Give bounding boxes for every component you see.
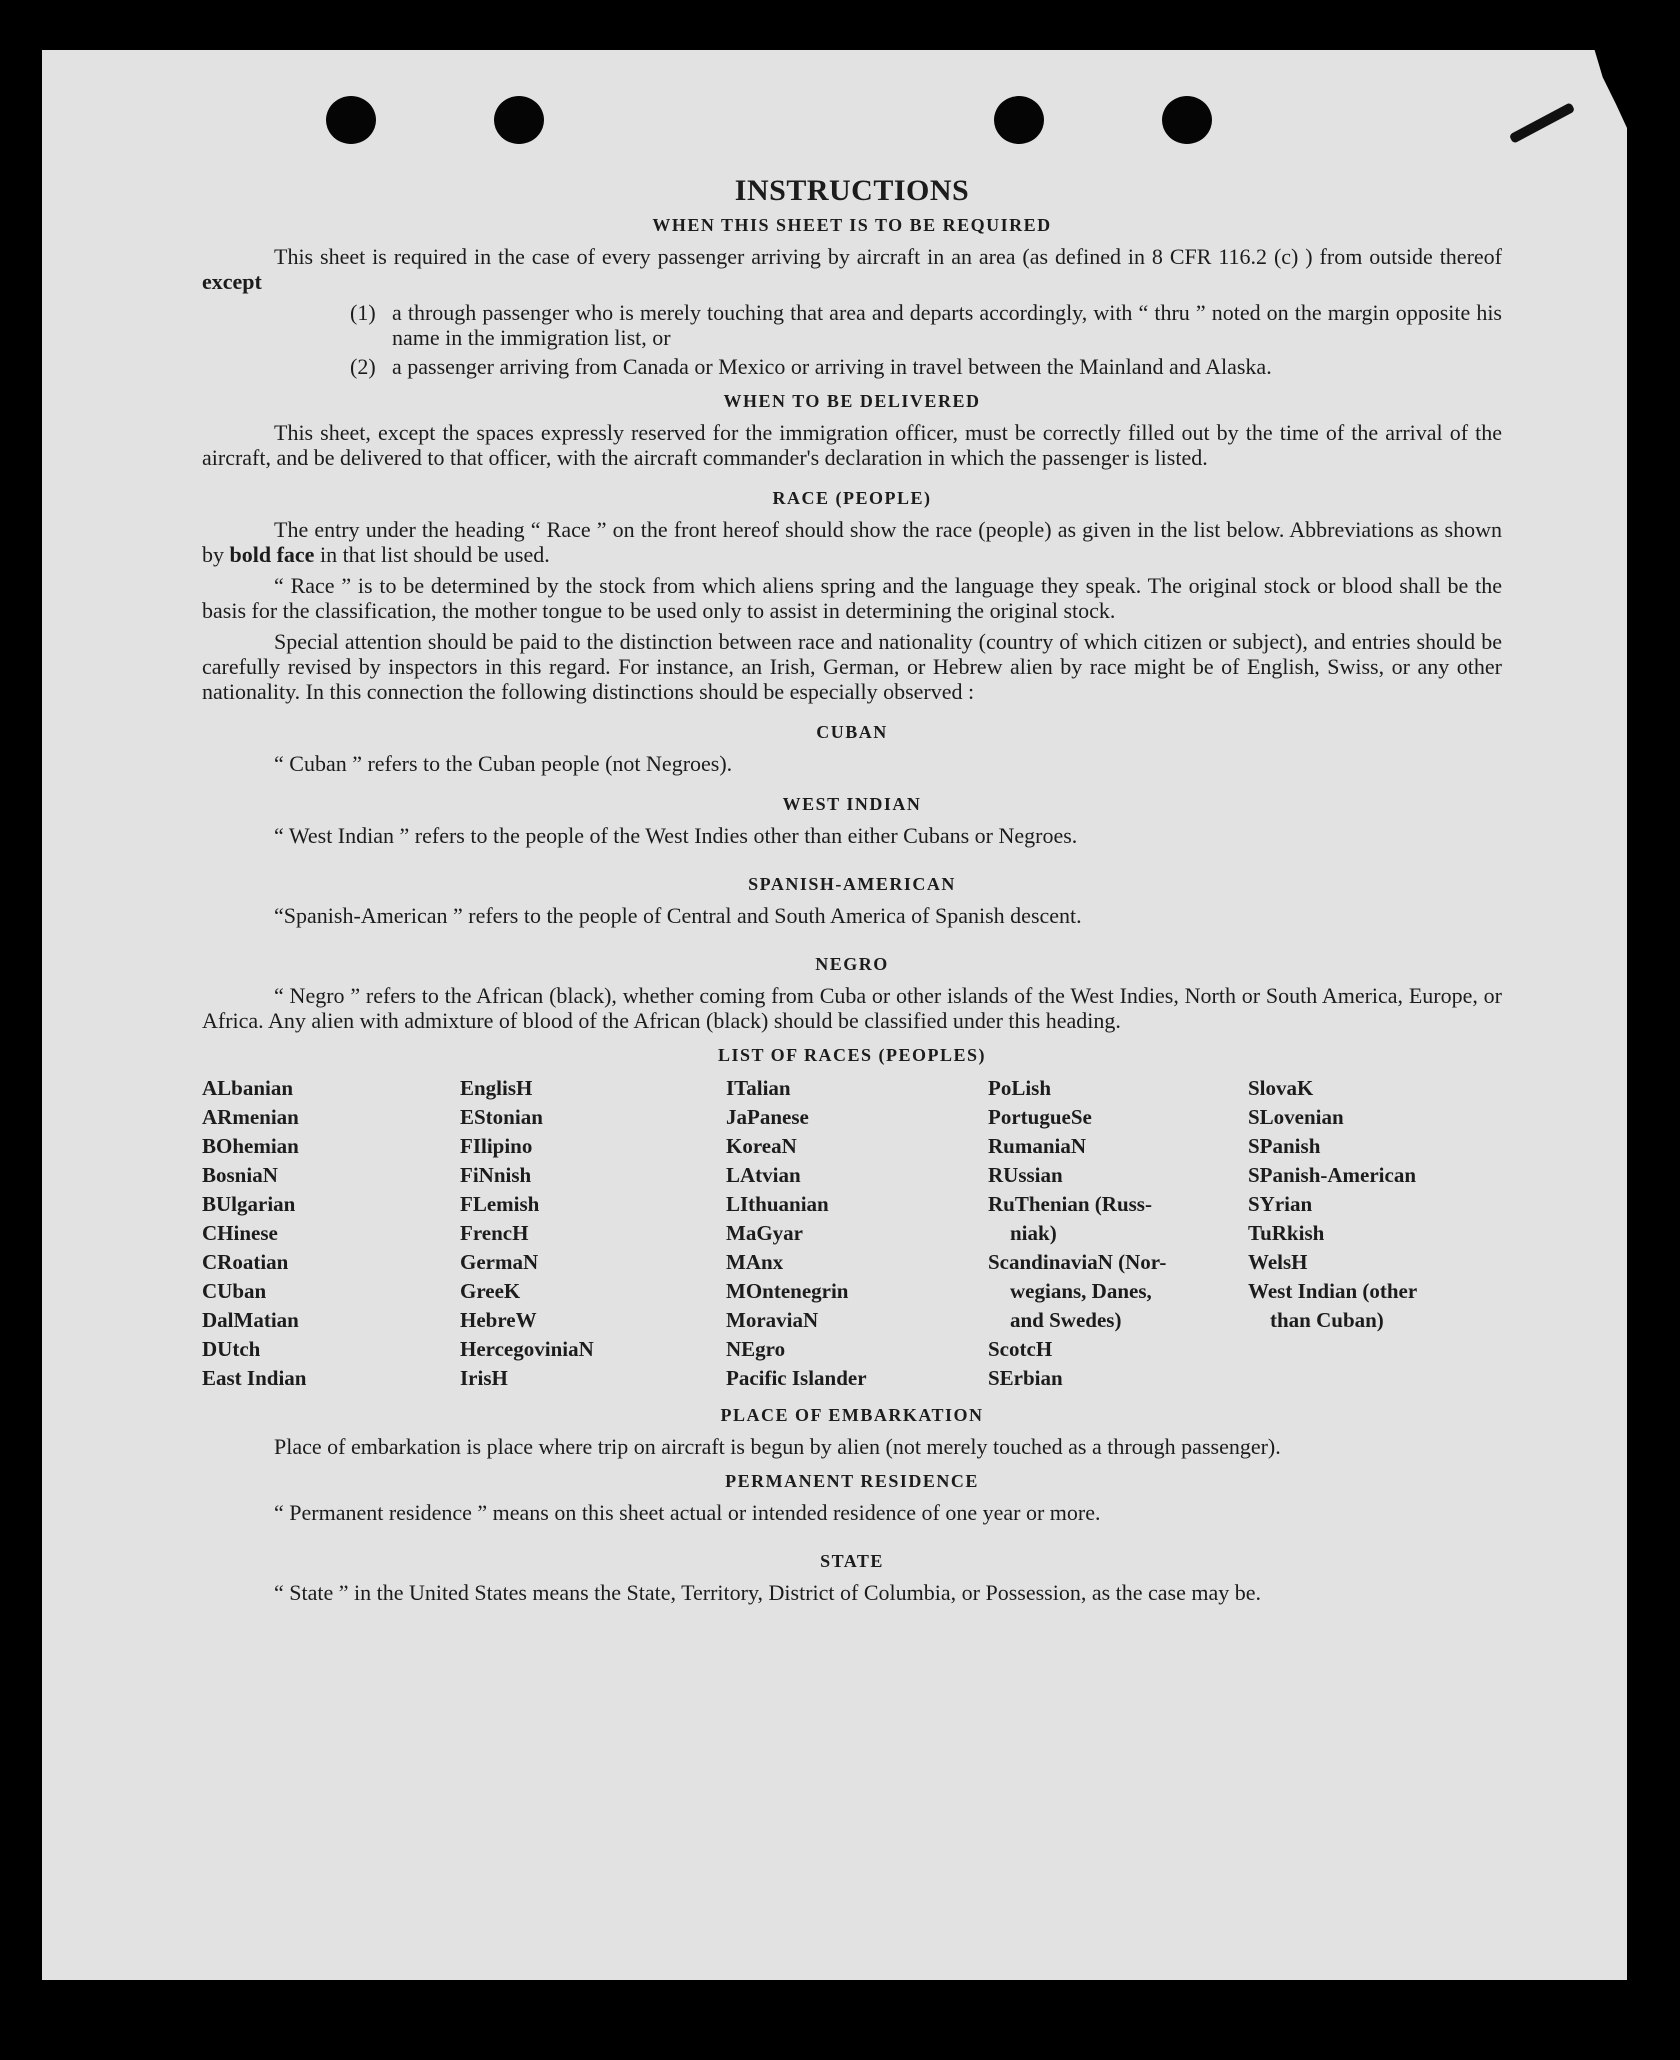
race-item: wegians, Danes, xyxy=(1010,1279,1152,1303)
list-item xyxy=(350,300,1502,350)
race-item: ARmenian xyxy=(202,1105,299,1129)
race-item: DUtch xyxy=(202,1337,261,1361)
heading-residence: PERMANENT RESIDENCE xyxy=(725,1471,979,1491)
race-item: East Indian xyxy=(202,1366,307,1390)
item-number: (1) xyxy=(350,300,376,325)
race-item xyxy=(1248,1364,1502,1393)
heading-when-delivered: WHEN TO BE DELIVERED xyxy=(723,391,981,411)
heading-race: RACE (PEOPLE) xyxy=(772,488,932,508)
paragraph-race-1 xyxy=(202,517,1502,567)
item-text: a passenger arriving from Canada or Mexico or arriving in travel between the Mainland and Alaska. xyxy=(392,354,1272,379)
paragraph-race-3: Special attention should be paid to the distinction between race and nationality (country of which citizen or subject), and entries should be carefully revised by inspectors in this regard. For instance, an Irish, German, or Hebrew alien by race might be of English, Swiss, or any other nationality. In this connection the following distinctions should be especially observed : xyxy=(202,629,1502,704)
document-sheet xyxy=(42,50,1627,1980)
race-item: SlovaK xyxy=(1248,1076,1314,1100)
race-item: MaGyar xyxy=(726,1221,803,1245)
race-item: WelsH xyxy=(1248,1250,1308,1274)
race-item: EStonian xyxy=(460,1105,543,1129)
race-item: PortugueSe xyxy=(988,1105,1092,1129)
race-item: KoreaN xyxy=(726,1134,797,1158)
race-item: FiNnish xyxy=(460,1163,532,1187)
race-item: NEgro xyxy=(726,1337,786,1361)
race-item: SLovenian xyxy=(1248,1105,1344,1129)
races-list xyxy=(202,1074,1502,1393)
race-item: MOntenegrin xyxy=(726,1279,849,1303)
paragraph-bold-text: except xyxy=(202,269,262,294)
paragraph-text: in that list should be used. xyxy=(319,542,550,567)
paragraph-text: The entry under the heading “ Race ” on the front hereof should show the race (people) as given in the list below. Abbreviations as shown by xyxy=(202,517,1502,567)
race-item: FIlipino xyxy=(460,1134,533,1158)
punch-hole xyxy=(1162,96,1212,144)
race-item: SPanish-American xyxy=(1248,1163,1416,1187)
race-item: BUlgarian xyxy=(202,1192,296,1216)
race-item: SYrian xyxy=(1248,1192,1313,1216)
race-item: EnglisH xyxy=(460,1076,533,1100)
race-item: HercegoviniaN xyxy=(460,1337,594,1361)
race-item: CHinese xyxy=(202,1221,278,1245)
race-item: HebreW xyxy=(460,1308,537,1332)
torn-corner xyxy=(1573,50,1627,128)
paragraph-cuban: “ Cuban ” refers to the Cuban people (not Negroes). xyxy=(274,751,733,776)
ink-mark xyxy=(1509,102,1576,144)
heading-spanish-american: SPANISH-AMERICAN xyxy=(748,874,956,894)
list-item xyxy=(350,354,1502,379)
heading-negro: NEGRO xyxy=(815,954,889,974)
race-item: SPanish xyxy=(1248,1134,1321,1158)
race-item: JaPanese xyxy=(726,1105,809,1129)
paragraph-text: This sheet is required in the case of every passenger arriving by aircraft in an area (as defined in 8 CFR 116.2 (c) ) from outside thereof xyxy=(274,244,1502,269)
race-item: IrisH xyxy=(460,1366,508,1390)
race-item: West Indian (other xyxy=(1248,1279,1418,1303)
item-text: a through passenger who is merely touching that area and departs accordingly, with “ thru ” noted on the margin opposite his name in the immigration list, or xyxy=(392,300,1502,350)
race-item: GreeK xyxy=(460,1279,521,1303)
punch-hole xyxy=(994,96,1044,144)
race-item xyxy=(1248,1335,1502,1364)
race-item: SErbian xyxy=(988,1366,1063,1390)
paragraph-west-indian: “ West Indian ” refers to the people of the West Indies other than either Cubans or Negroes. xyxy=(274,823,1078,848)
paragraph-state: “ State ” in the United States means the State, Territory, District of Columbia, or Possession, as the case may be. xyxy=(274,1580,1262,1605)
race-item: MoraviaN xyxy=(726,1308,819,1332)
paragraph-spanish-american: “Spanish-American ” refers to the people of Central and South America of Spanish descent. xyxy=(274,903,1082,928)
heading-when-required: WHEN THIS SHEET IS TO BE REQUIRED xyxy=(652,215,1052,235)
race-item: and Swedes) xyxy=(1010,1308,1122,1332)
race-item: PoLish xyxy=(988,1076,1052,1100)
race-item: DalMatian xyxy=(202,1308,299,1332)
race-item: RuThenian (Russ- xyxy=(988,1192,1152,1216)
race-item: niak) xyxy=(1010,1221,1057,1245)
race-item: FLemish xyxy=(460,1192,540,1216)
race-item: ITalian xyxy=(726,1076,791,1100)
paragraph-race-2: “ Race ” is to be determined by the stock from which aliens spring and the language they speak. The original stock or blood shall be the basis for the classification, the mother tongue to be used only to assist in determining the original stock. xyxy=(202,573,1502,623)
race-item: GermaN xyxy=(460,1250,539,1274)
heading-cuban: CUBAN xyxy=(816,722,888,742)
paragraph-embarkation: Place of embarkation is place where trip on aircraft is begun by alien (not merely touched as a through passenger). xyxy=(274,1434,1281,1459)
race-item: BOhemian xyxy=(202,1134,299,1158)
paragraph-bold-text: bold face xyxy=(229,542,315,567)
race-item: Pacific Islander xyxy=(726,1366,867,1390)
race-item: FrencH xyxy=(460,1221,529,1245)
race-item: CRoatian xyxy=(202,1250,289,1274)
punch-hole xyxy=(494,96,544,144)
race-item: MAnx xyxy=(726,1250,784,1274)
instructions-content xyxy=(202,174,1502,1611)
punch-hole xyxy=(326,96,376,144)
race-item: ScotcH xyxy=(988,1337,1053,1361)
race-item: ALbanian xyxy=(202,1076,294,1100)
race-item: LAtvian xyxy=(726,1163,801,1187)
paragraph-negro: “ Negro ” refers to the African (black), whether coming from Cuba or other islands of the West Indies, North or South America, Europe, or Africa. Any alien with admixture of blood of the African (black) should be classified under this heading. xyxy=(202,983,1502,1033)
race-item: ScandinaviaN (Nor- xyxy=(988,1250,1167,1274)
paragraph-when-required xyxy=(202,244,1502,294)
race-item: LIthuanian xyxy=(726,1192,829,1216)
race-item: CUban xyxy=(202,1279,267,1303)
paragraph-residence: “ Permanent residence ” means on this sheet actual or intended residence of one year or more. xyxy=(274,1500,1101,1525)
page-title: INSTRUCTIONS xyxy=(734,174,970,207)
heading-west-indian: WEST INDIAN xyxy=(782,794,922,814)
heading-embarkation: PLACE OF EMBARKATION xyxy=(720,1405,984,1425)
heading-state: STATE xyxy=(820,1551,884,1571)
race-item: RUssian xyxy=(988,1163,1063,1187)
race-item: RumaniaN xyxy=(988,1134,1087,1158)
race-item: than Cuban) xyxy=(1270,1308,1384,1332)
item-number: (2) xyxy=(350,354,376,379)
race-item: BosniaN xyxy=(202,1163,278,1187)
heading-list-of-races: LIST OF RACES (PEOPLES) xyxy=(717,1045,987,1065)
paragraph-when-delivered: This sheet, except the spaces expressly reserved for the immigration officer, must be correctly filled out by the time of the arrival of the aircraft, and be delivered to that officer, with the aircraft commander's declaration in which the passenger is listed. xyxy=(202,420,1502,470)
race-item: TuRkish xyxy=(1248,1221,1325,1245)
